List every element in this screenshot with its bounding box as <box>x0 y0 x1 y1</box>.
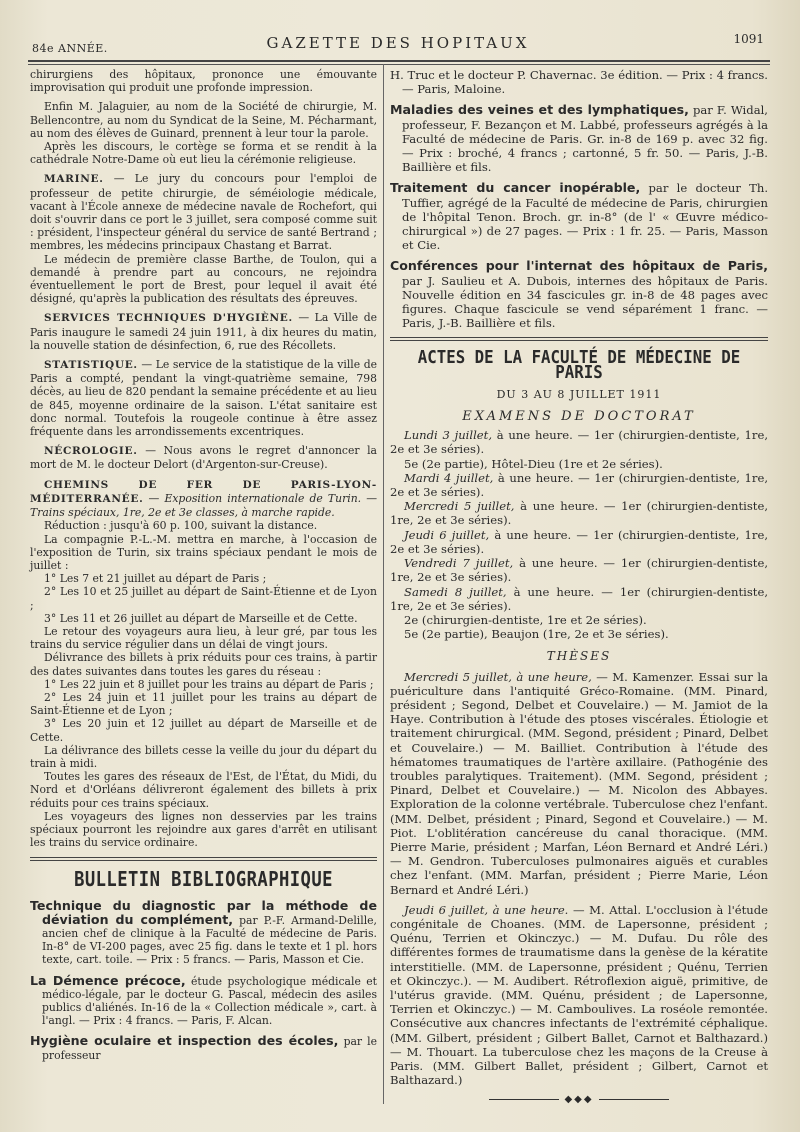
exam-day: Mardi 4 juillet, <box>404 470 494 485</box>
bulletin-title: BULLETIN BIBLIOGRAPHIQUE <box>74 867 333 892</box>
list-item: 2° Les 24 juin et 11 juillet pour les trains au départ de Saint-Étienne et de Lyon ; <box>30 690 377 718</box>
examens-heading: EXAMENS DE DOCTORAT <box>462 409 696 425</box>
news-text: — Exposition internationale de Turin. — Trains spéciaux, 1re, 2e et 3e classes, à marche rapide. <box>30 491 378 520</box>
book-title: La Démence précoce, <box>30 972 186 988</box>
list-item: 1° Les 7 et 21 juillet au départ de Paris ; <box>44 572 267 586</box>
theses-heading: THÈSES <box>546 649 612 664</box>
rubric-label: NÉCROLOGIE. <box>44 445 138 458</box>
book-details: par le docteur Th. Tuffier, agrégé de la Faculté de médecine de Paris, chirurgien de l'hôpital Tenon. Broch. gr. in-8° (de l' « Œuvre médico-chirurgical ») de 27 pages. — Prix : 1 fr. 25. — Paris, Masson et Cie. <box>402 181 768 253</box>
news-item-statistique <box>30 358 377 438</box>
news-item-necrologie <box>30 444 377 471</box>
exam-entry-sub: 5e (2e partie), Beaujon (1re, 2e et 3e séries). <box>404 627 669 642</box>
news-text: — Nous avons le regret d'annoncer la mort de M. le docteur Delort (d'Argenton-sur-Creuse). <box>30 444 377 472</box>
news-item-hygiene <box>30 311 377 352</box>
header-rule <box>28 60 770 65</box>
section-rule <box>30 857 377 861</box>
exam-details: à une heure. — 1er (chirurgien-dentiste, 1re, 2e et 3e séries). <box>390 499 769 528</box>
exam-entry-sub: 2e (chirurgien-dentiste, 1re et 2e séries). <box>404 612 647 627</box>
book-details: étude psychologique médicale et médico-légale, par le docteur G. Pascal, médecin des asiles publics d'aliénés. In-16 de la « Collection médicale », cart. à l'angl. — Prix : 4 francs. — Paris, F. Alcan. <box>42 974 377 1028</box>
bibliography-entry <box>30 899 377 967</box>
exam-day: Vendredi 7 juillet, <box>404 556 514 571</box>
book-details: par P.-F. Armand-Delille, ancien chef de clinique à la Faculté de médecine de Paris. In-8° de VI-200 pages, avec 25 fig. dans le texte et 1 pl. hors texte, cart. toile. — Prix : 5 francs. — Paris, Masson et Cie. <box>42 913 377 967</box>
left-column <box>30 68 377 1069</box>
paragraph: Délivrance des billets à prix réduits pour ces trains, à partir des dates suivantes dans toutes les gares du réseau : <box>30 651 377 678</box>
paragraph: La délivrance des billets cesse la veille du jour du départ du train à midi. <box>30 743 377 770</box>
year-label: 84e ANNÉE. <box>32 42 108 55</box>
right-column <box>390 68 768 1108</box>
news-text: — La Ville de Paris inaugure le samedi 24 juin 1911, à dix heures du matin, la nouvelle station de désinfection, 6, rue des Récollets. <box>30 311 377 352</box>
news-text: — Le jury du concours pour l'emploi de professeur de petite chirurgie, de séméiologie médicale, vacant à l'École annexe de médecine navale de Rochefort, qui doit s'ouvrir dans ce port le 3 juillet, sera composé comme suit : président, l'inspecteur général du service de santé Bertrand ; membres, les médecins principaux Chastang et Barrat. <box>30 172 377 253</box>
list-item: 3° Les 20 juin et 12 juillet au départ de Marseille et de Cette. <box>30 717 377 744</box>
list-item: 3° Les 11 et 26 juillet au départ de Marseille et de Cette. <box>44 611 358 625</box>
thesis-day: Mercredi 5 juillet, à une heure, <box>404 669 592 684</box>
actes-title: ACTES DE LA FACULTÉ DE MÉDECINE DE PARIS <box>417 348 741 383</box>
book-title: Hygiène oculaire et inspection des écoles, <box>30 1033 339 1049</box>
thesis-details: — M. Kamenzer. Essai sur la puériculture dans l'antiquité Gréco-Romaine. (MM. Pinard, président ; Segond, Delbet et Couvelaire.) — M. Jamiot de la Haye. Contribution à l'étude des ptoses viscérales. Étiologie et traitement chirurgical. (MM. Segond, président ; Pinard, Delbet et Couvelaire.) — M. Bailliet. Contribution à l'étude des hématomes traumatiques de l'artère axillaire. (Pathogénie des troubles paralytiques. Traitement). (MM. Segond, président ; Pinard, Delbet et Couvelaire.) — M. Nicolon des Abbayes. Exploration de la colonne vertébrale. Tuberculose chez l'enfant. (MM. Delbet, président ; Pinard, Segond et Couvelaire.) — M. Piot. L'oblitération cancéreuse du canal thoracique. (MM. Pierre Marie, président ; Marfan, Léon Bernard et André Léri.) — M. Gendron. Tuberculoses pulmonaires aiguës et curables chez l'enfant. (MM. Marfan, président ; Pierre Marie, Léon Bernard et André Léri.) <box>390 669 768 897</box>
paragraph: Le médecin de première classe Barthe, de Toulon, qui a demandé à prendre part au concours, ne rejoindra éventuellement le port de Brest, pour lequel il avait été désigné, qu'après la publication des résultats des épreuves. <box>30 252 377 306</box>
page-header <box>28 28 768 58</box>
book-title: Conférences pour l'internat des hôpitaux de Paris, <box>390 258 768 274</box>
column-divider <box>383 64 384 1104</box>
paragraph: Le retour des voyageurs aura lieu, à leur gré, par tous les trains du service régulier dans un délai de vingt jours. <box>30 624 377 652</box>
book-title: Traitement du cancer inopérable, <box>390 180 641 196</box>
exam-details: à une heure. — 1er (chirurgien-dentiste, 1re, 2e et 3e séries). <box>390 470 769 500</box>
list-item: 1° Les 22 juin et 8 juillet pour les trains au départ de Paris ; <box>44 677 374 691</box>
exam-day: Jeudi 6 juillet, <box>404 527 490 542</box>
bibliography-entry <box>30 974 377 1028</box>
page-number: 1091 <box>733 32 764 46</box>
exam-details: à une heure. — 1er (chirurgien-dentiste, 1re, 2e et 3e séries). <box>390 527 769 556</box>
actes-dates: DU 3 AU 8 JUILLET 1911 <box>496 387 662 401</box>
book-details: par J. Saulieu et A. Dubois, internes des hôpitaux de Paris. Nouvelle édition en 34 fascicules gr. in-8 de 48 pages avec figures. Chaque fascicule se vend séparément 1 franc. — Paris, J.-B. Baillière et fils. <box>402 273 768 331</box>
thesis-entry <box>390 903 768 1088</box>
thesis-entry <box>390 670 768 897</box>
exam-day: Lundi 3 juillet, <box>404 428 493 443</box>
book-title: Maladies des veines et des lymphatiques, <box>390 102 689 118</box>
journal-title: GAZETTE DES HOPITAUX <box>266 34 530 52</box>
section-rule <box>390 337 768 341</box>
exam-entry <box>390 428 768 456</box>
rubric-label: CHEMINS DE FER DE PARIS-LYON-MÉDITERRANÉE. <box>30 478 377 505</box>
exam-entry <box>390 585 768 613</box>
paragraph: Enfin M. Jalaguier, au nom de la Société de chirurgie, M. Bellencontre, au nom du Syndicat de la Seine, M. Pécharmant, au nom des élèves de Guinard, prennent à leur tour la parole. <box>30 100 377 140</box>
thesis-day: Jeudi 6 juillet, à une heure. <box>404 902 569 917</box>
exam-entry <box>390 471 768 499</box>
news-text: — Le service de la statistique de la ville de Paris a compté, pendant la vingt-quatrième semaine, 798 décès, au lieu de 820 pendant la semaine précédente et au lieu de 845, moyenne ordinaire de la saison. L'état sanitaire est donc normal. Toutefois la rougeole continue à être assez fréquente dans les arrondissements excentriques. <box>30 358 377 439</box>
exam-entry <box>390 556 768 584</box>
bibliography-entry-continued: H. Truc et le docteur P. Chavernac. 3e édition. — Prix : 4 francs. — Paris, Maloine. <box>390 68 768 97</box>
bibliography-entry <box>30 1034 377 1061</box>
exam-details: à une heure. — 1er (chirurgien-dentiste, 1re, 2e et 3e séries). <box>390 556 769 585</box>
paragraph: chirurgiens des hôpitaux, prononce une émouvante improvisation qui produit une profonde impression. <box>30 68 377 95</box>
paragraph: Après les discours, le cortège se forma et se rendit à la cathédrale Notre-Dame où eut lieu la cérémonie religieuse. <box>30 140 377 167</box>
thesis-details: — M. Attal. L'occlusion à l'étude congénitale de Choanes. (MM. de Lapersonne, président ; Quénu, Terrien et Okinczyc.) — M. Dufau. Du rôle des différentes formes de traumatisme dans la genèse de la kératite interstitielle. (MM. de Lapersonne, président ; Quénu, Terrien et Okinczyc.). — M. Audibert. Rétroflexion aiguë, primitive, de l'utérus gravide. (MM. Quénu, président ; de Lapersonne, Terrien et Okinczyc.) — M. Camboulives. La roséole remontée. Consécutive aux chancres infectants de l'extrémité céphalique. (MM. Gilbert, président ; Gilbert Ballet, Carnot et Balthazard.) — M. Thouart. La tuberculose chez les maçons de la Creuse à Paris. (MM. Gilbert Ballet, président ; Gilbert, Carnot et Balthazard.) <box>390 902 769 1088</box>
rubric-label: SERVICES TECHNIQUES D'HYGIÈNE. <box>44 312 293 325</box>
bibliography-entry <box>390 181 768 252</box>
paragraph: Les voyageurs des lignes non desservies par les trains spéciaux pourront les rejoindre aux gares d'arrêt en utilisant les trains du service ordinaire. <box>30 809 377 850</box>
bibliography-entry <box>390 103 768 174</box>
exam-details: à une heure. — 1er (chirurgien-dentiste, 1re, 2e et 3e séries). <box>390 428 769 457</box>
exam-details: à une heure. — 1er (chirurgien-dentiste, 1re, 2e et 3e séries). <box>390 584 769 613</box>
rubric-label: STATISTIQUE. <box>44 359 138 372</box>
exam-day: Samedi 8 juillet, <box>404 584 507 599</box>
paragraph: Toutes les gares des réseaux de l'Est, de l'État, du Midi, du Nord et d'Orléans délivreront également des billets à prix réduits pour ces trains spéciaux. <box>30 770 377 810</box>
exam-entry <box>390 499 768 527</box>
book-details: par F. Widal, professeur, F. Bezançon et M. Labbé, professeurs agrégés à la Faculté de médecine de Paris. Gr. in-8 de 169 p. avec 32 fig. — Prix : broché, 4 francs ; cartonné, 5 fr. 50. — Paris, J.-B. Baillière et fils. <box>402 103 768 175</box>
news-item-marine <box>30 172 377 252</box>
news-item-chemins-de-fer <box>30 478 377 520</box>
paragraph: Réduction : jusqu'à 60 p. 100, suivant la distance. <box>44 519 318 533</box>
fleuron-divider: ◆◆◆ <box>390 1093 768 1107</box>
bibliography-entry <box>390 259 768 330</box>
exam-day: Mercredi 5 juillet, <box>404 499 515 514</box>
rubric-label: MARINE. <box>44 173 104 186</box>
paragraph: La compagnie P.-L.-M. mettra en marche, à l'occasion de l'exposition de Turin, six trains spéciaux pendant le mois de juillet : <box>30 532 377 572</box>
book-title: Technique du diagnostic par la méthode de déviation du complément, <box>30 897 377 927</box>
list-item: 2° Les 10 et 25 juillet au départ de Saint-Étienne et de Lyon ; <box>30 585 377 612</box>
exam-entry <box>390 528 768 556</box>
book-details: par le professeur <box>42 1035 378 1062</box>
exam-entry-sub: 5e (2e partie), Hôtel-Dieu (1re et 2e séries). <box>404 456 663 471</box>
